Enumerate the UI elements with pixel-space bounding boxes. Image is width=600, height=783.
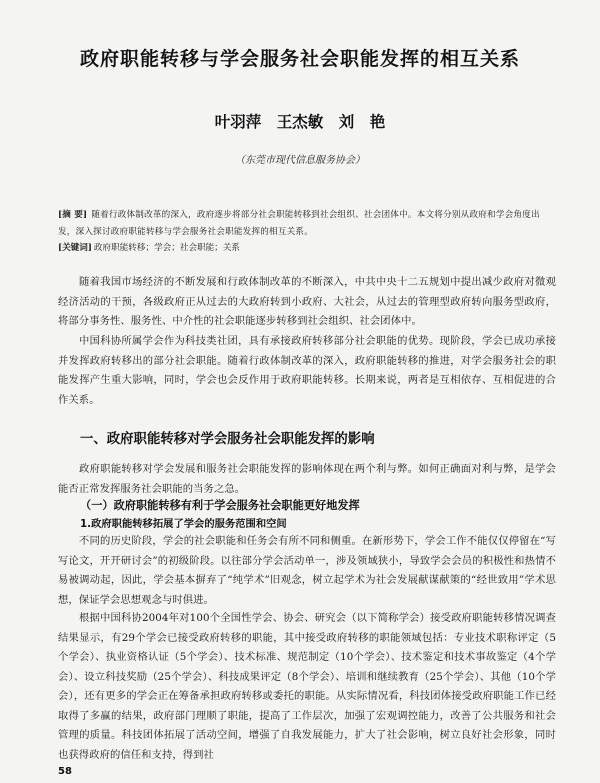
body-paragraph-1: 随着我国市场经济的不断发展和行政体制改革的不断深入，中共中央十二五规划中提出减少政府对微观经济活动的干预，各级政府正从过去的大政府转到小政府、大社会，从过去的管理型政府转向服务型政府，将部分事务性、服务性、中介性的社会职能逐步转移到社会组织、社会团体中。 <box>58 276 556 327</box>
abstract <box>58 207 554 241</box>
body-paragraph-3: 政府职能转移对学会发展和服务社会职能发挥的影响体现在两个利与弊。如何正确面对利与弊，是学会能否正常发挥服务社会职能的当务之急。 <box>58 463 556 495</box>
keywords-label: [关键词] <box>58 243 92 253</box>
author-affiliation: （东莞市现代信息服务协会） <box>235 155 365 166</box>
article-title: 政府职能转移与学会服务社会职能发挥的相互关系 <box>79 48 520 70</box>
body-paragraph-2: 中国科协所属学会作为科技类社团，具有承接政府转移部分社会职能的优势。现阶段，学会已成功承接并发挥政府转移出的部分社会职能。随着行政体制改革的深入，政府职能转移的推进，对学会服务社会的职能发挥产生重大影响，同时，学会也会反作用于政府职能转移。长期来说，两者是互相依存、互相促进的合作关系。 <box>58 335 556 406</box>
page-number: 58 <box>58 766 72 777</box>
keywords-text: 政府职能转移；学会；社会职能；关系 <box>93 243 241 253</box>
section-heading-1: 一、政府职能转移对学会服务社会职能发挥的影响 <box>80 432 375 447</box>
article-authors: 叶羽萍 王杰敏 刘 艳 <box>214 113 386 131</box>
abstract-text: 随着行政体制改革的深入，政府逐步将部分社会职能转移到社会组织、社会团体中。本文将分别从政府和学会角度出发，深入探讨政府职能转移与学会服务社会职能发挥的相互关系。 <box>58 210 540 237</box>
subsection-heading-1: （一）政府职能转移有利于学会服务社会职能更好地发挥 <box>80 499 360 512</box>
abstract-label: [摘 要] <box>58 210 88 220</box>
subsubsection-heading-1: 1.政府职能转移拓展了学会的服务范围和空间 <box>80 518 287 530</box>
keywords <box>58 240 554 257</box>
body-paragraph-5: 根据中国科协2004年对100个全国性学会、协会、研究会（以下简称学会）接受政府职能转移情况调查结果显示，有29个学会已接受政府转移的职能，其中接受政府转移的职能领域包括：专业技术职称评定（5个学会）、执业资格认证（5个学会）、技术标准、规范制定（10个学会）、技术鉴定和技术事故鉴定（4个学会）、设立科技奖励（25个学会）、科技成果评定（8个学会）、培训和继续教育（25个学会）、其他（10个学会），还有更多的学会正在筹备承担政府转移或委托的职能。从实际情况看，科技团体接受政府职能工作已经取得了多赢的结果，政府部门理顺了职能，提高了工作层次，加强了宏观调控能力，改善了公共服务和社会管理的质量。科技团体拓展了活动空间，增强了自我发展能力，扩大了社会影响，树立良好社会形象，同时也获得政府的信任和支持，得到社 <box>58 612 556 761</box>
body-paragraph-4: 不同的历史阶段，学会的社会职能和任务会有所不同和侧重。在新形势下，学会工作不能仅仅停留在“写写论文，开开研讨会”的初级阶段。以往部分学会活动单一，涉及领域狭小，导致学会会员的积极性和热情不易被调动起，因此，学会基本摒弃了“纯学术”旧观念，树立起学术为社会发展献谋献策的“经世致用”学术思想，保证学会思想观念与时俱进。 <box>58 535 556 606</box>
